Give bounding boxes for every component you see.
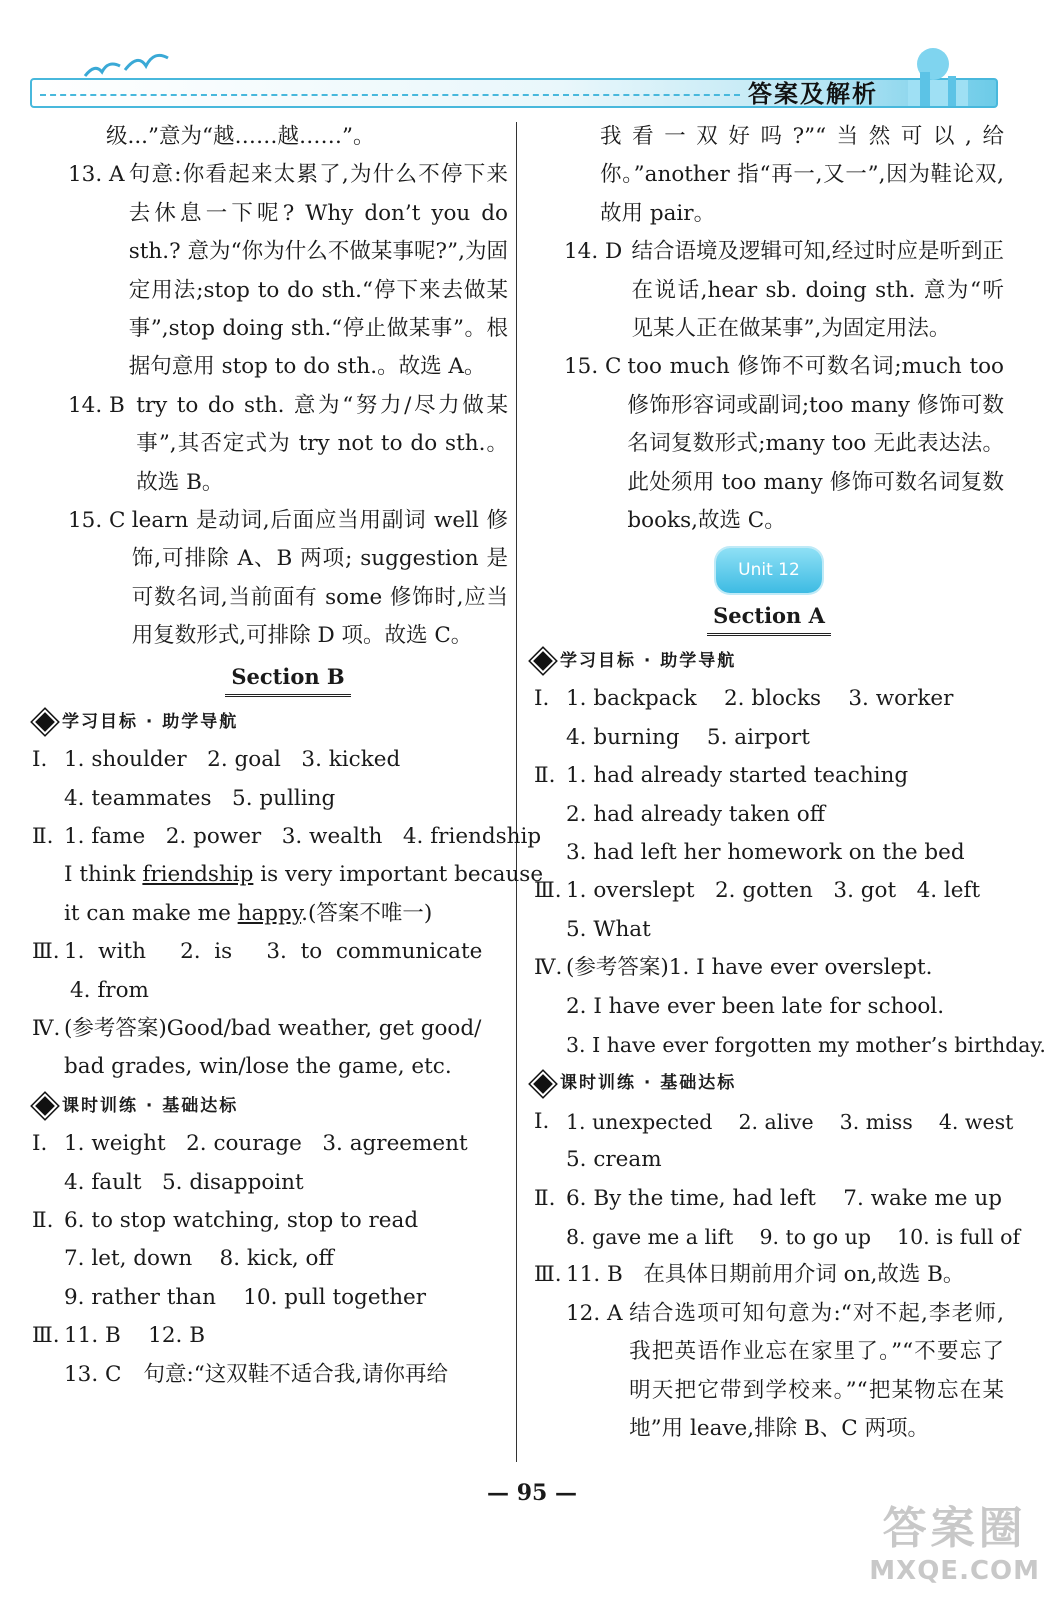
answer-line: 3. had left her homework on the bed [566, 839, 965, 865]
answer-15-right [534, 348, 1004, 540]
answer-number: 14. B [68, 392, 125, 418]
answer-line: bad grades, win/lose the game, etc. [64, 1054, 452, 1080]
answer-line: 1. weight 2. courage 3. agreement [64, 1131, 468, 1157]
block-a4 [534, 949, 1046, 1064]
answer-line: 11. B 12. B [64, 1323, 205, 1349]
study-goal-banner [32, 703, 508, 741]
block-a1 [534, 680, 1004, 757]
continued-text: 我看一双好吗?”“当然可以,给你。”another 指“再一,又一”,因为鞋论双,故用 pair。 [600, 124, 1004, 226]
right-column [534, 118, 1046, 1448]
roman-numeral: Ⅰ. [534, 1108, 550, 1134]
diamond-icon [530, 1071, 555, 1096]
answer-number: 13. C [64, 1361, 122, 1387]
answer-line: (参考答案)Good/bad weather, get good/ [64, 1015, 482, 1041]
answer-line: 6. By the time, had left 7. wake me up [566, 1185, 1002, 1211]
block-b1 [32, 741, 508, 818]
text-part: I think [64, 862, 143, 888]
block-d2 [534, 1180, 1021, 1257]
answer-line: 1. overslept 2. gotten 3. got 4. left [566, 878, 981, 904]
answer-line: 5. What [566, 916, 651, 942]
answer-line: 1. with 2. is 3. to communicate [64, 939, 483, 965]
roman-numeral: Ⅲ. [32, 939, 60, 965]
answer-line: 1. fame 2. power 3. wealth 4. friendship [64, 823, 542, 849]
answer-12-right [534, 1295, 1004, 1449]
answer-explanation: 结合选项可知句意为:“对不起,李老师,我把英语作业忘在家里了。”“不要忘了明天把它带到学校来。”“把某物忘在某地”用 leave,排除 B、C 两项。 [629, 1300, 1004, 1441]
answer-line [32, 856, 544, 894]
roman-numeral: Ⅱ. [32, 1207, 54, 1233]
practice-banner [32, 1087, 508, 1125]
answer-13 [68, 156, 508, 386]
answer-line: (参考答案)1. I have ever overslept. [566, 955, 933, 981]
column-divider [516, 122, 517, 1462]
header-dashed-line [40, 94, 740, 96]
diamond-icon [530, 648, 555, 673]
block-b3 [32, 933, 508, 1010]
watermark-text: 答案圈 [882, 1503, 1027, 1554]
globe-decoration-icon [878, 42, 978, 112]
answer-line: 2. had already taken off [566, 801, 825, 827]
header-title: 答案及解析 [748, 80, 878, 108]
answer-number: 12. A [566, 1300, 623, 1326]
answer-line: 1. unexpected 2. alive 3. miss 4. west [566, 1109, 1014, 1134]
answer-line: 4. burning 5. airport [566, 724, 810, 750]
block-b2 [32, 818, 544, 933]
page-number: — 95 — [487, 1480, 577, 1506]
answer-line: 6. to stop watching, stop to read [64, 1207, 419, 1233]
study-goal-banner [530, 642, 1004, 680]
answer-number: 15. C [68, 508, 126, 534]
text-part: it can make me [64, 900, 238, 926]
block-c3 [32, 1317, 508, 1394]
birds-icon [80, 48, 170, 88]
diamond-icon [32, 709, 57, 734]
roman-numeral: Ⅰ. [32, 1131, 48, 1157]
watermark-url: MXQE.COM [869, 1556, 1040, 1586]
banner-text: 课时训练 · 基础达标 [62, 1095, 239, 1116]
answer-line: 4. from [70, 977, 149, 1003]
roman-numeral: Ⅱ. [534, 1185, 556, 1211]
answer-number: 14. D [564, 239, 623, 265]
practice-banner [530, 1064, 1004, 1102]
section-title-text: Section A [707, 601, 831, 636]
answer-number: 15. C [564, 354, 622, 380]
answer-line: 11. B 在具体日期前用介词 on,故选 B。 [566, 1262, 965, 1288]
roman-numeral: Ⅰ. [534, 686, 550, 712]
text-part: .(答案不唯一) [301, 900, 433, 926]
watermark [869, 1492, 1040, 1586]
answer-line: 1. backpack 2. blocks 3. worker [566, 686, 954, 712]
block-c2 [32, 1202, 508, 1317]
block-c1 [32, 1125, 508, 1202]
roman-numeral: Ⅳ. [534, 955, 563, 981]
answer-14-right [534, 233, 1004, 348]
roman-numeral: Ⅰ. [32, 747, 48, 773]
answer-line: 7. let, down 8. kick, off [64, 1246, 334, 1272]
roman-numeral: Ⅲ. [32, 1323, 60, 1349]
block-b4 [32, 1010, 508, 1087]
unit-label: Unit 12 [716, 548, 822, 592]
answer-explanation: try to do sth. 意为“努力/尽力做某事”,其否定式为 try not to do sth.。故选 B。 [136, 392, 508, 495]
answer-line: 4. teammates 5. pulling [64, 785, 336, 811]
underlined-word: friendship [142, 862, 254, 888]
block-a2 [534, 757, 1004, 872]
underlined-word: happy [237, 900, 302, 926]
roman-numeral: Ⅲ. [534, 1262, 562, 1288]
roman-numeral: Ⅲ. [534, 878, 562, 904]
block-d3 [534, 1256, 1004, 1448]
answer-explanation: 结合语境及逻辑可知,经过时应是听到正在说话,hear sb. doing sth. 意为“听见某人正在做某事”,为固定用法。 [631, 239, 1004, 342]
page-header [30, 40, 998, 110]
text-part: is very important because [253, 862, 544, 888]
answer-explanation: 句意:“这双鞋不适合我,请你再给 [143, 1361, 449, 1387]
answer-line: 2. I have ever been late for school. [566, 993, 945, 1019]
answer-14 [68, 387, 508, 502]
section-title-text: Section B [225, 662, 350, 697]
roman-numeral: Ⅳ. [32, 1015, 61, 1041]
left-column [32, 118, 544, 1394]
answer-line [32, 895, 508, 933]
banner-text: 课时训练 · 基础达标 [560, 1073, 737, 1094]
banner-text: 学习目标 · 助学导航 [62, 711, 239, 732]
roman-numeral: Ⅱ. [32, 823, 54, 849]
answer-line: 3. I have ever forgotten my mother’s birthday. [566, 1032, 1046, 1057]
answer-number: 13. A [68, 162, 125, 188]
section-b-title [68, 658, 508, 697]
block-d1 [534, 1103, 1014, 1180]
answer-15 [68, 502, 508, 656]
roman-numeral: Ⅱ. [534, 763, 556, 789]
answer-line: 8. gave me a lift 9. to go up 10. is full of [566, 1224, 1021, 1249]
continued-line: 级...”意为“越……越……”。 [106, 124, 375, 149]
block-a3 [534, 872, 1004, 949]
answer-line: 9. rather than 10. pull together [64, 1284, 427, 1310]
answer-explanation: 句意:你看起来太累了,为什么不停下来去休息一下呢? Why don’t you do sth.? 意为“你为什么不做某事呢?”,为固定用法;stop to do sth.“停下来去做某事”,stop doing sth.“停止做某事”。根据句意用 stop to do sth.。故选 A。 [128, 162, 508, 380]
answer-line: 4. fault 5. disappoint [64, 1169, 304, 1195]
answer-c13 [32, 1356, 508, 1394]
unit-badge [534, 548, 1004, 592]
answer-line: 1. shoulder 2. goal 3. kicked [64, 747, 401, 773]
diamond-icon [32, 1093, 57, 1118]
answer-line: 1. had already started teaching [566, 763, 909, 789]
answer-explanation: learn 是动词,后面应当用副词 well 修饰,可排除 A、B 两项; suggestion 是可数名词,当前面有 some 修饰时,应当用复数形式,可排除 D 项。故选 C。 [131, 508, 508, 649]
section-a-title [534, 597, 1004, 636]
answer-explanation: too much 修饰不可数名词;much too 修饰形容词或副词;too many 修饰可数名词复数形式;many too 无此表达法。此处须用 too many 修饰可数名词复数 books,故选 C。 [627, 354, 1004, 534]
banner-text: 学习目标 · 助学导航 [560, 650, 737, 671]
answer-line: 5. cream [566, 1147, 662, 1173]
